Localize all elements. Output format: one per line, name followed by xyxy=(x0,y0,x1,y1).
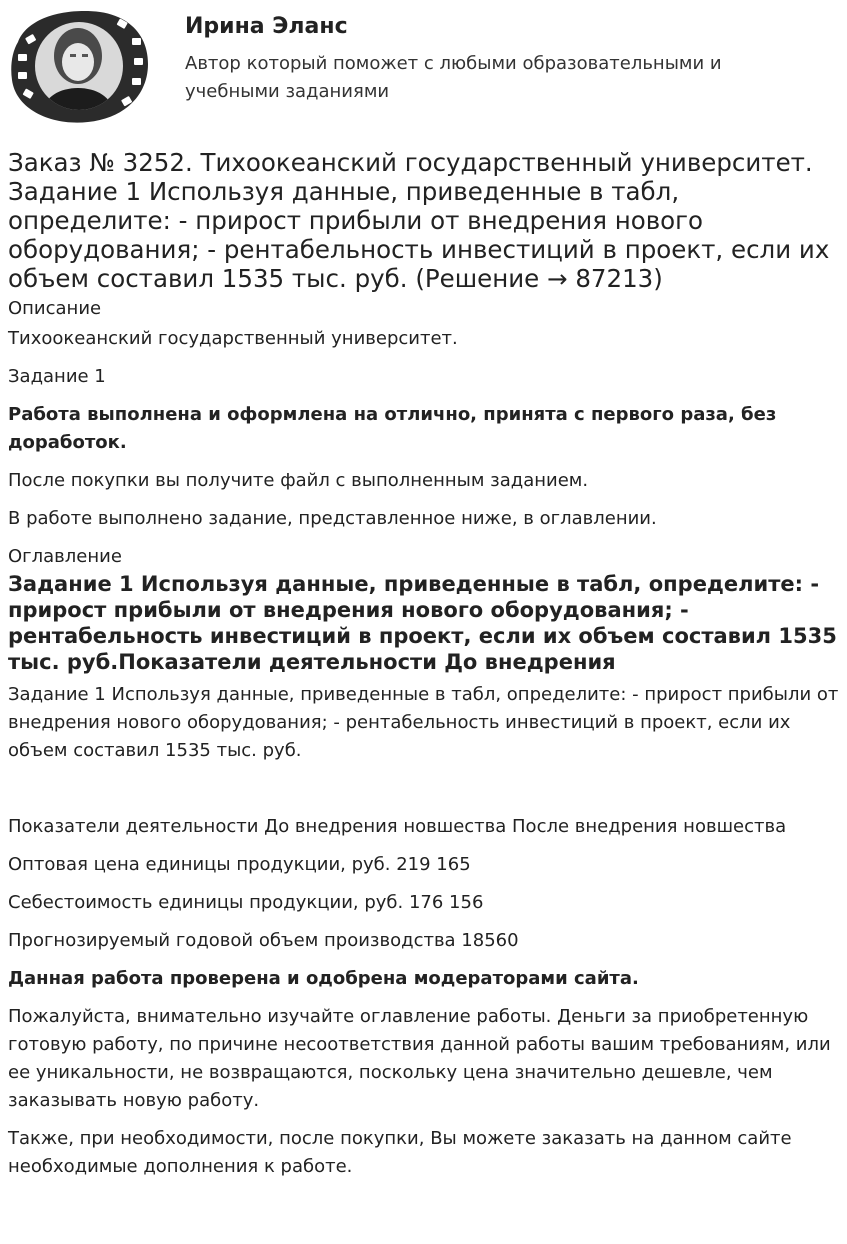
table-line-header: Показатели деятельности До внедрения новшества После внедрения новшества xyxy=(8,816,787,837)
table-line-price: Оптовая цена единицы продукции, руб. 219 165 xyxy=(8,854,471,875)
author-block xyxy=(8,6,838,126)
order-content xyxy=(8,148,839,1181)
table-line-volume: Прогнозируемый годовой объем производства 18560 xyxy=(8,930,519,951)
after-purchase-note: После покупки вы получите файл с выполненным заданием. xyxy=(8,470,589,491)
task-label: Задание 1 xyxy=(8,366,106,387)
refund-policy: Пожалуйста, внимательно изучайте оглавление работы. Деньги за приобретенную готовую работу, по причине несоответствия данной работы вашим требованиям, или ее уникальности, не возвращаются, поскольку цена значительно дешевле, чем заказывать новую работу. xyxy=(8,1006,831,1111)
author-name[interactable]: Ирина Эланс xyxy=(185,14,348,39)
toc-label: Оглавление xyxy=(8,546,122,567)
author-avatar[interactable] xyxy=(8,6,150,126)
contents-note: В работе выполнено задание, представленное ниже, в оглавлении. xyxy=(8,508,657,529)
description-label: Описание xyxy=(8,298,102,319)
quality-note: Работа выполнена и оформлена на отлично, принята с первого раза, без доработок. xyxy=(8,404,777,453)
additions-note: Также, при необходимости, после покупки, Вы можете заказать на данном сайте необходимые дополнения к работе. xyxy=(8,1128,792,1177)
toc-heading: Задание 1 Используя данные, приведенные в табл, определите: - прирост прибыли от внедрения нового оборудования; - рентабельность инвестиций в проект, если их объем составил 1535 тыс. руб.Показатели деятельности До внедрения xyxy=(8,572,837,674)
author-description: Автор который поможет с любыми образовательными и учебными заданиями xyxy=(185,53,722,102)
table-line-cost: Себестоимость единицы продукции, руб. 176 156 xyxy=(8,892,484,913)
toc-task-text: Задание 1 Используя данные, приведенные в табл, определите: - прирост прибыли от внедрения нового оборудования; - рентабельность инвестиций в проект, если их объем составил 1535 тыс. руб. xyxy=(8,684,839,761)
order-title: Заказ № 3252. Тихоокеанский государственный университет. Задание 1 Используя данные, приведенные в табл, определите: - прирост прибыли от внедрения нового оборудования; - рентабельность инвестиций в проект, если их объем составил 1535 тыс. руб. (Решение → 87213) xyxy=(8,148,830,293)
moderation-note: Данная работа проверена и одобрена модераторами сайта. xyxy=(8,968,639,989)
university-text: Тихоокеанский государственный университет. xyxy=(8,328,458,349)
